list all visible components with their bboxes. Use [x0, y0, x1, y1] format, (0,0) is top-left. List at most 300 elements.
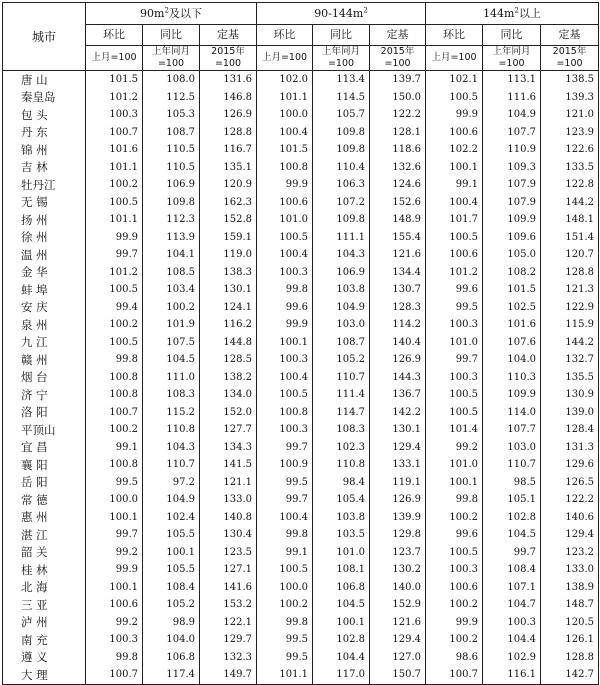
index-value: 100.4	[257, 124, 313, 142]
city-name: 锦 州	[3, 141, 86, 159]
table-row	[3, 474, 599, 492]
index-value: 110.5	[143, 159, 200, 177]
index-value: 141.5	[200, 456, 257, 474]
index-value: 133.0	[541, 561, 599, 579]
table-row	[3, 369, 599, 387]
index-value: 101.6	[86, 141, 143, 159]
index-value: 128.5	[200, 351, 257, 369]
index-value: 100.2	[426, 596, 483, 614]
index-value: 102.1	[426, 71, 483, 89]
base-prev-month: 上月=100	[426, 46, 483, 71]
index-value: 100.1	[86, 509, 143, 527]
index-value: 133.0	[200, 491, 257, 509]
index-value: 104.4	[313, 649, 370, 667]
table-row	[3, 176, 599, 194]
index-value: 100.5	[257, 386, 313, 404]
base-2015: 2015年=100	[370, 46, 426, 71]
index-value: 130.1	[200, 281, 257, 299]
index-value: 100.8	[257, 404, 313, 422]
group-header-label: $90m^2$及以下	[140, 5, 202, 20]
city-name: 岳 阳	[3, 474, 86, 492]
index-value: 128.8	[200, 124, 257, 142]
index-value: 99.6	[426, 281, 483, 299]
index-value: 103.8	[313, 281, 370, 299]
index-value: 139.0	[541, 404, 599, 422]
index-value: 104.3	[313, 246, 370, 264]
table-row	[3, 281, 599, 299]
index-value: 109.8	[313, 211, 370, 229]
index-value: 110.7	[143, 456, 200, 474]
index-value: 101.4	[426, 421, 483, 439]
sub-header-fixed: 定基	[541, 25, 599, 46]
index-value: 100.6	[426, 246, 483, 264]
index-value: 101.1	[257, 89, 313, 107]
index-value: 132.6	[370, 159, 426, 177]
city-name: 平顶山	[3, 421, 86, 439]
index-value: 111.0	[143, 369, 200, 387]
index-value: 101.1	[257, 666, 313, 684]
index-value: 109.9	[483, 211, 541, 229]
group-header-label: $144m^2$以上	[483, 5, 541, 20]
price-index-table-container	[2, 2, 598, 685]
index-value: 138.5	[541, 71, 599, 89]
index-value: 110.5	[143, 141, 200, 159]
index-value: 100.6	[257, 194, 313, 212]
index-value: 129.4	[541, 526, 599, 544]
index-value: 109.3	[483, 159, 541, 177]
index-value: 100.1	[86, 579, 143, 597]
index-value: 99.1	[86, 439, 143, 457]
city-name: 宜 昌	[3, 439, 86, 457]
index-value: 101.2	[426, 264, 483, 282]
index-value: 129.8	[370, 526, 426, 544]
index-value: 100.6	[426, 579, 483, 597]
base-2015: 2015年=100	[541, 46, 599, 71]
index-value: 99.2	[86, 544, 143, 562]
index-value: 97.2	[143, 474, 200, 492]
base-2015: 2015年=100	[200, 46, 257, 71]
index-value: 121.3	[541, 281, 599, 299]
index-value: 121.6	[370, 614, 426, 632]
index-value: 100.4	[257, 509, 313, 527]
index-value: 150.7	[370, 666, 426, 684]
index-value: 99.5	[257, 474, 313, 492]
index-value: 138.3	[200, 264, 257, 282]
index-value: 118.6	[370, 141, 426, 159]
table-row	[3, 614, 599, 632]
index-value: 129.7	[200, 631, 257, 649]
index-value: 99.9	[257, 176, 313, 194]
city-name: 三 亚	[3, 596, 86, 614]
table-row	[3, 596, 599, 614]
city-name: 韶 关	[3, 544, 86, 562]
index-value: 141.6	[200, 579, 257, 597]
index-value: 132.7	[541, 351, 599, 369]
index-value: 99.8	[257, 614, 313, 632]
index-value: 131.6	[200, 71, 257, 89]
city-name: 常 德	[3, 491, 86, 509]
city-name: 遵 义	[3, 649, 86, 667]
index-value: 112.5	[143, 89, 200, 107]
index-value: 144.2	[541, 194, 599, 212]
index-value: 152.6	[370, 194, 426, 212]
index-value: 99.7	[483, 544, 541, 562]
index-value: 128.4	[541, 421, 599, 439]
index-value: 100.4	[257, 246, 313, 264]
index-value: 99.2	[86, 614, 143, 632]
table-row	[3, 404, 599, 422]
index-value: 120.5	[541, 614, 599, 632]
city-name: 桂 林	[3, 561, 86, 579]
index-value: 105.4	[313, 491, 370, 509]
index-value: 99.5	[426, 299, 483, 317]
index-value: 99.7	[426, 351, 483, 369]
index-value: 140.8	[200, 509, 257, 527]
index-value: 138.2	[200, 369, 257, 387]
index-value: 101.0	[313, 544, 370, 562]
index-value: 133.5	[541, 159, 599, 177]
index-value: 134.0	[200, 386, 257, 404]
index-value: 102.8	[483, 509, 541, 527]
index-value: 101.0	[426, 334, 483, 352]
index-value: 104.9	[313, 299, 370, 317]
index-value: 100.7	[426, 666, 483, 684]
index-value: 99.5	[257, 649, 313, 667]
index-value: 146.8	[200, 89, 257, 107]
index-value: 105.5	[143, 561, 200, 579]
index-value: 113.1	[483, 71, 541, 89]
city-name: 泉 州	[3, 316, 86, 334]
index-value: 120.7	[541, 246, 599, 264]
index-value: 129.4	[370, 631, 426, 649]
index-value: 99.8	[86, 351, 143, 369]
index-value: 100.8	[86, 386, 143, 404]
index-value: 135.1	[200, 159, 257, 177]
table-row	[3, 334, 599, 352]
index-value: 108.7	[143, 124, 200, 142]
city-name: 烟 台	[3, 369, 86, 387]
index-value: 100.1	[143, 544, 200, 562]
index-value: 117.4	[143, 666, 200, 684]
price-index-table	[2, 2, 599, 685]
index-value: 100.9	[257, 456, 313, 474]
sub-header-fixed: 定基	[200, 25, 257, 46]
index-value: 100.1	[257, 334, 313, 352]
index-value: 162.3	[200, 194, 257, 212]
index-value: 108.7	[313, 334, 370, 352]
city-name: 安 庆	[3, 299, 86, 317]
index-value: 99.2	[426, 439, 483, 457]
index-value: 100.5	[426, 89, 483, 107]
index-value: 100.7	[86, 404, 143, 422]
sub-header-fixed: 定基	[370, 25, 426, 46]
index-value: 100.4	[426, 194, 483, 212]
index-value: 128.8	[541, 649, 599, 667]
index-value: 109.9	[483, 386, 541, 404]
index-value: 100.5	[426, 386, 483, 404]
table-row	[3, 141, 599, 159]
index-value: 136.7	[370, 386, 426, 404]
group-header-label: $90-144m^2$	[314, 5, 368, 20]
index-value: 131.3	[541, 439, 599, 457]
index-value: 99.7	[86, 246, 143, 264]
index-value: 99.8	[257, 281, 313, 299]
index-value: 103.0	[483, 439, 541, 457]
index-value: 110.8	[143, 421, 200, 439]
table-row	[3, 421, 599, 439]
index-value: 134.3	[200, 439, 257, 457]
base-prev-month: 上月=100	[86, 46, 143, 71]
index-value: 99.9	[86, 229, 143, 247]
index-value: 124.1	[200, 299, 257, 317]
table-row	[3, 89, 599, 107]
index-value: 100.2	[143, 299, 200, 317]
index-value: 103.4	[143, 281, 200, 299]
index-value: 140.6	[541, 509, 599, 527]
index-value: 134.4	[370, 264, 426, 282]
index-value: 100.5	[257, 229, 313, 247]
index-value: 98.5	[483, 474, 541, 492]
index-value: 121.0	[541, 106, 599, 124]
index-value: 107.6	[483, 334, 541, 352]
index-value: 102.5	[483, 299, 541, 317]
index-value: 102.4	[143, 509, 200, 527]
index-value: 139.7	[370, 71, 426, 89]
index-value: 115.9	[541, 316, 599, 334]
index-value: 99.7	[257, 439, 313, 457]
index-value: 100.0	[257, 106, 313, 124]
index-value: 100.5	[86, 281, 143, 299]
index-value: 100.3	[483, 614, 541, 632]
city-name: 无 锡	[3, 194, 86, 212]
index-value: 100.8	[86, 369, 143, 387]
index-value: 116.2	[200, 316, 257, 334]
index-value: 100.3	[426, 369, 483, 387]
index-value: 101.7	[426, 211, 483, 229]
city-name: 唐 山	[3, 71, 86, 89]
index-value: 100.6	[86, 596, 143, 614]
index-value: 108.4	[483, 561, 541, 579]
index-value: 110.4	[313, 159, 370, 177]
table-row	[3, 386, 599, 404]
index-value: 106.9	[143, 176, 200, 194]
index-value: 127.1	[200, 561, 257, 579]
index-value: 144.3	[370, 369, 426, 387]
index-value: 99.5	[86, 474, 143, 492]
index-value: 111.4	[313, 386, 370, 404]
index-value: 106.8	[143, 649, 200, 667]
index-value: 151.4	[541, 229, 599, 247]
table-row	[3, 666, 599, 684]
index-value: 100.7	[86, 666, 143, 684]
table-row	[3, 649, 599, 667]
group-header-90-144	[257, 3, 426, 25]
table-row	[3, 194, 599, 212]
index-value: 127.0	[370, 649, 426, 667]
index-value: 100.6	[426, 124, 483, 142]
index-value: 130.4	[200, 526, 257, 544]
index-value: 100.3	[426, 316, 483, 334]
index-value: 108.0	[143, 71, 200, 89]
index-value: 101.0	[257, 211, 313, 229]
index-value: 126.1	[541, 631, 599, 649]
index-value: 98.4	[313, 474, 370, 492]
index-value: 103.0	[313, 316, 370, 334]
index-value: 104.5	[143, 351, 200, 369]
index-value: 98.9	[143, 614, 200, 632]
index-value: 129.4	[370, 439, 426, 457]
index-value: 101.2	[86, 89, 143, 107]
index-value: 99.4	[86, 299, 143, 317]
index-value: 100.0	[257, 579, 313, 597]
index-value: 100.3	[86, 106, 143, 124]
index-value: 122.2	[541, 491, 599, 509]
index-value: 100.2	[426, 631, 483, 649]
table-row	[3, 264, 599, 282]
index-value: 100.2	[86, 421, 143, 439]
index-value: 130.7	[370, 281, 426, 299]
table-row	[3, 229, 599, 247]
table-row	[3, 631, 599, 649]
index-value: 139.9	[370, 509, 426, 527]
base-prev-month: 上月=100	[257, 46, 313, 71]
index-value: 110.9	[483, 141, 541, 159]
index-value: 121.1	[200, 474, 257, 492]
index-value: 128.1	[370, 124, 426, 142]
index-value: 101.9	[143, 316, 200, 334]
index-value: 108.2	[483, 264, 541, 282]
index-value: 113.9	[143, 229, 200, 247]
sub-header-yoy: 同比	[143, 25, 200, 46]
index-value: 140.0	[370, 579, 426, 597]
index-value: 99.1	[257, 544, 313, 562]
index-value: 101.5	[86, 71, 143, 89]
index-value: 110.8	[313, 456, 370, 474]
table-row	[3, 124, 599, 142]
index-value: 108.5	[143, 264, 200, 282]
index-value: 122.9	[541, 299, 599, 317]
index-value: 152.8	[200, 211, 257, 229]
table-header	[3, 3, 599, 71]
index-value: 132.3	[200, 649, 257, 667]
index-value: 109.8	[313, 124, 370, 142]
index-value: 100.2	[86, 176, 143, 194]
index-value: 100.5	[86, 334, 143, 352]
index-value: 105.2	[313, 351, 370, 369]
index-value: 101.2	[86, 264, 143, 282]
index-value: 104.0	[143, 631, 200, 649]
index-value: 100.2	[426, 509, 483, 527]
base-prev-year: 上年同月=100	[483, 46, 541, 71]
index-value: 100.0	[86, 491, 143, 509]
index-value: 114.5	[313, 89, 370, 107]
index-value: 139.3	[541, 89, 599, 107]
index-value: 114.7	[313, 404, 370, 422]
city-name: 秦皇岛	[3, 89, 86, 107]
index-value: 104.4	[483, 631, 541, 649]
index-value: 98.6	[426, 649, 483, 667]
index-value: 110.3	[483, 369, 541, 387]
table-row	[3, 211, 599, 229]
index-value: 142.2	[370, 404, 426, 422]
index-value: 108.1	[313, 561, 370, 579]
index-value: 148.7	[541, 596, 599, 614]
index-value: 119.0	[200, 246, 257, 264]
index-value: 107.1	[483, 579, 541, 597]
index-value: 99.7	[257, 491, 313, 509]
city-name: 九 江	[3, 334, 86, 352]
index-value: 102.2	[426, 141, 483, 159]
index-value: 102.0	[257, 71, 313, 89]
index-value: 123.2	[541, 544, 599, 562]
index-value: 126.5	[541, 474, 599, 492]
index-value: 100.1	[426, 474, 483, 492]
index-value: 122.8	[541, 176, 599, 194]
index-value: 108.4	[143, 579, 200, 597]
city-column-header: 城市	[3, 3, 86, 71]
city-name: 包 头	[3, 106, 86, 124]
index-value: 99.1	[426, 176, 483, 194]
index-value: 100.3	[257, 421, 313, 439]
index-value: 130.2	[370, 561, 426, 579]
index-value: 123.9	[541, 124, 599, 142]
index-value: 106.9	[313, 264, 370, 282]
index-value: 106.3	[313, 176, 370, 194]
index-value: 150.0	[370, 89, 426, 107]
index-value: 148.1	[541, 211, 599, 229]
group-header-90-below	[86, 3, 257, 25]
index-value: 104.7	[483, 596, 541, 614]
index-value: 123.5	[200, 544, 257, 562]
index-value: 100.3	[257, 351, 313, 369]
sub-header-yoy: 同比	[483, 25, 541, 46]
index-value: 121.6	[370, 246, 426, 264]
city-name: 大 理	[3, 666, 86, 684]
city-name: 温 州	[3, 246, 86, 264]
index-value: 100.4	[257, 369, 313, 387]
index-value: 100.2	[257, 596, 313, 614]
index-value: 100.1	[313, 614, 370, 632]
index-value: 155.4	[370, 229, 426, 247]
index-value: 111.1	[313, 229, 370, 247]
index-value: 100.8	[257, 159, 313, 177]
index-value: 100.1	[426, 159, 483, 177]
index-value: 99.7	[86, 526, 143, 544]
index-value: 100.3	[86, 631, 143, 649]
index-value: 109.6	[483, 229, 541, 247]
index-value: 117.0	[313, 666, 370, 684]
index-value: 99.9	[426, 106, 483, 124]
index-value: 107.7	[483, 421, 541, 439]
index-value: 122.1	[200, 614, 257, 632]
index-value: 100.3	[426, 561, 483, 579]
index-value: 105.0	[483, 246, 541, 264]
index-value: 99.9	[426, 614, 483, 632]
city-name: 南 充	[3, 631, 86, 649]
index-value: 107.9	[483, 176, 541, 194]
index-value: 144.2	[541, 334, 599, 352]
index-value: 99.9	[86, 561, 143, 579]
index-value: 101.6	[483, 316, 541, 334]
index-value: 103.5	[313, 526, 370, 544]
index-value: 130.9	[541, 386, 599, 404]
index-value: 108.3	[313, 421, 370, 439]
index-value: 133.1	[370, 456, 426, 474]
index-value: 109.8	[143, 194, 200, 212]
table-row	[3, 159, 599, 177]
index-value: 101.1	[86, 211, 143, 229]
city-name: 湛 江	[3, 526, 86, 544]
